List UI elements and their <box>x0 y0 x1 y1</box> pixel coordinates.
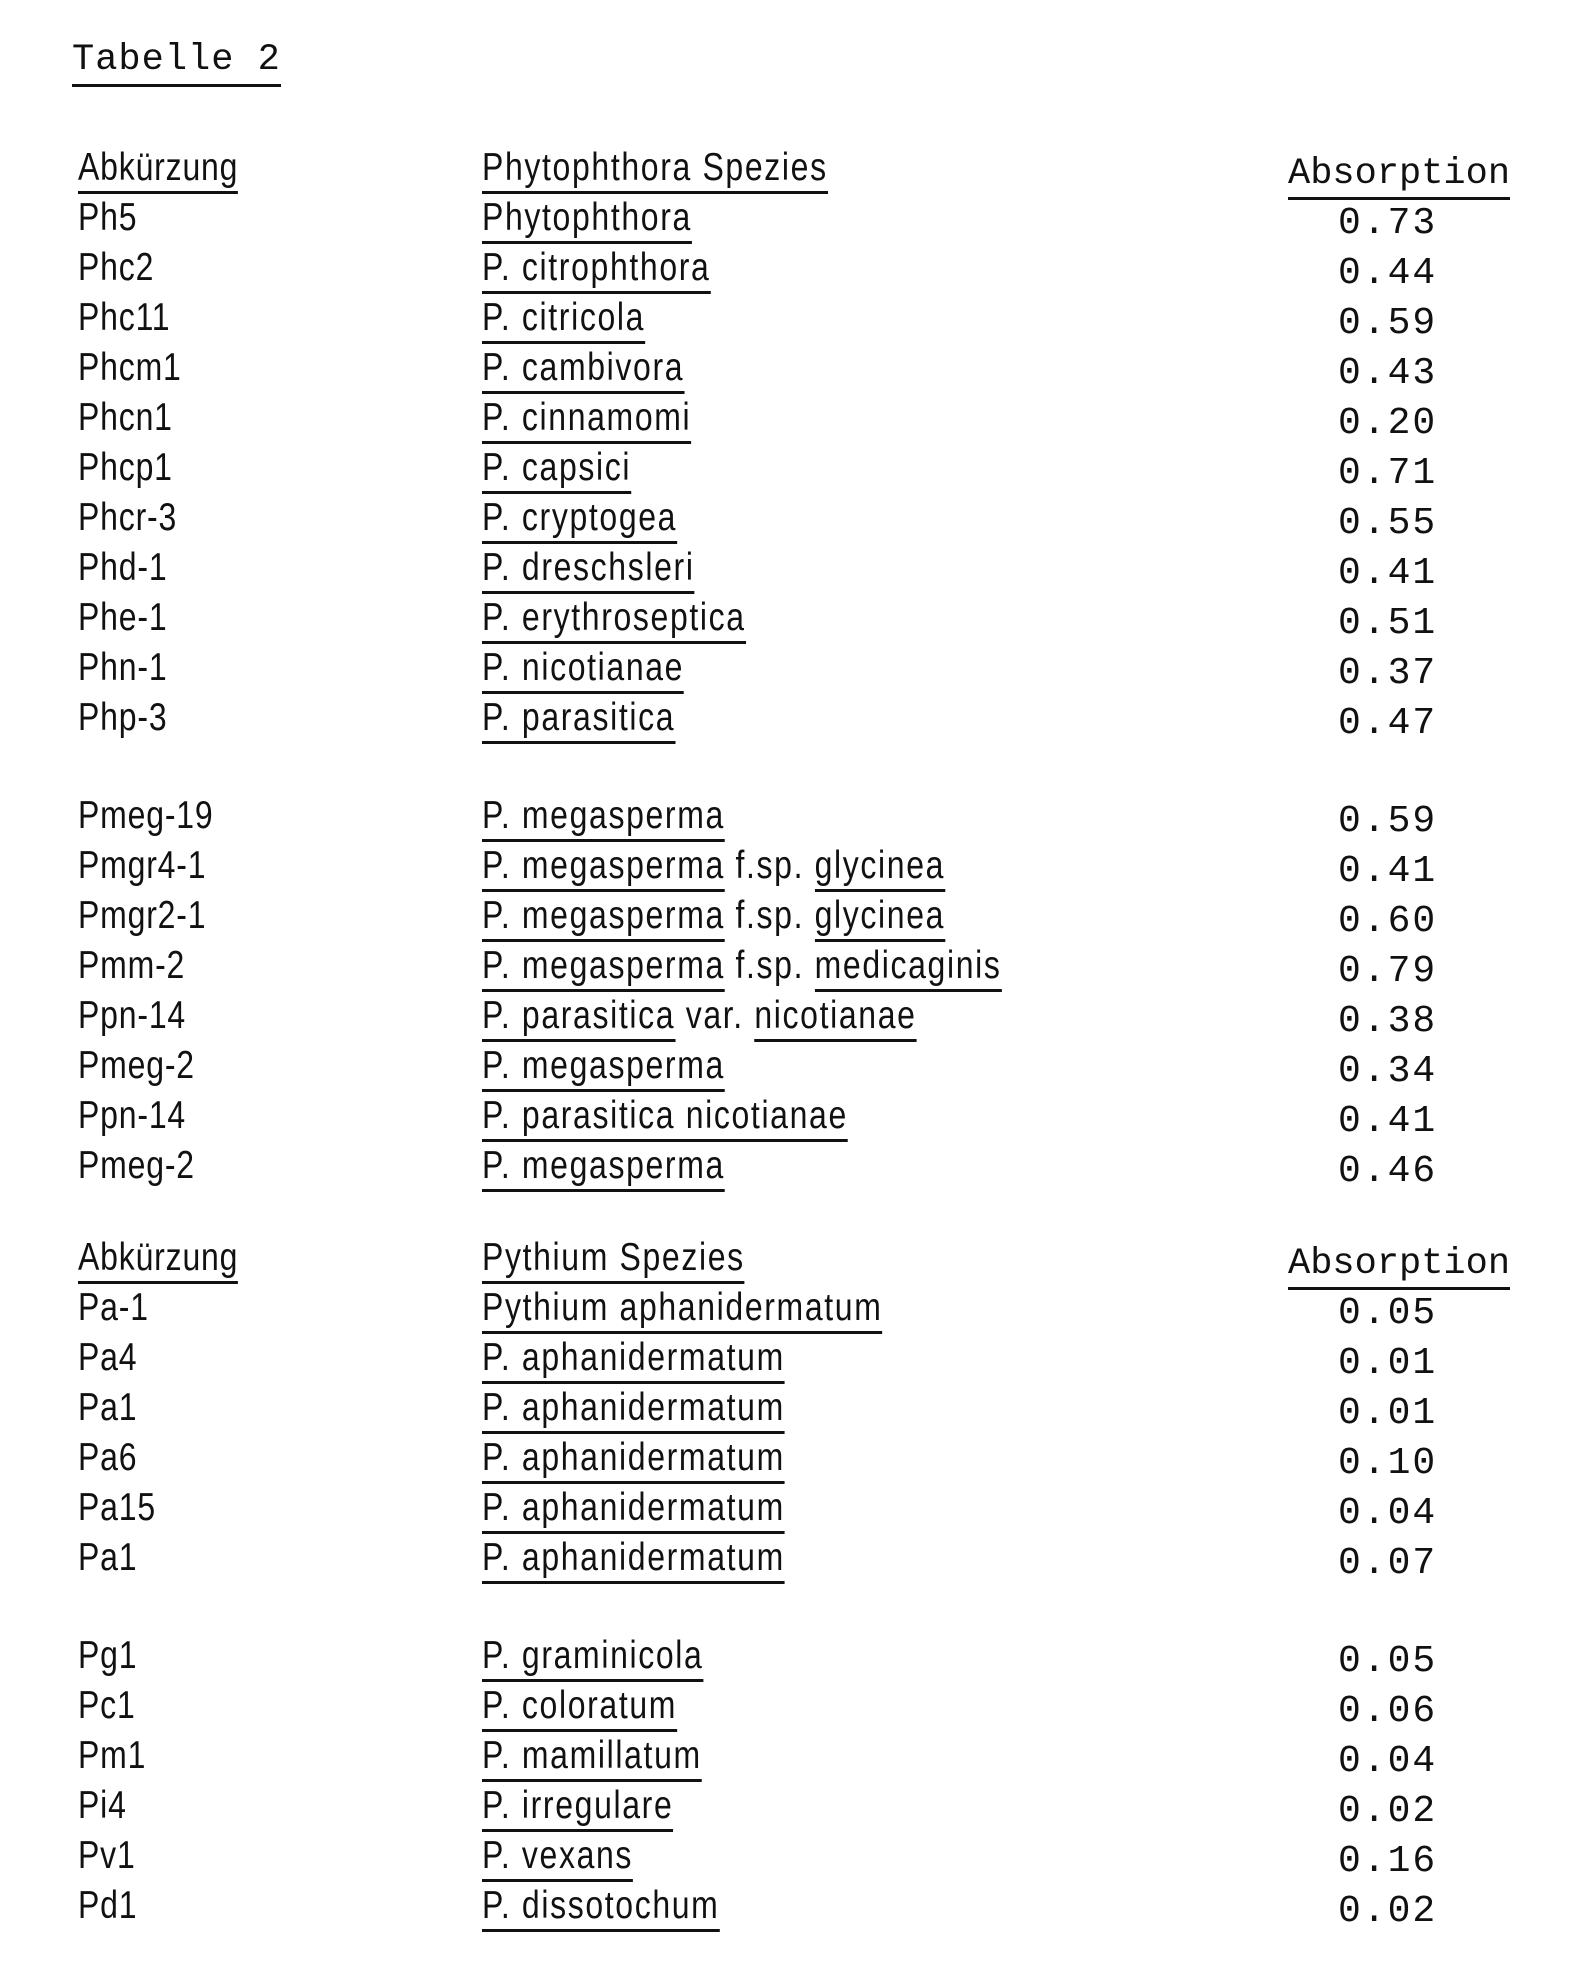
table-row <box>0 793 1575 843</box>
abbreviation-cell: Phc11 <box>78 296 171 339</box>
abbreviation-cell: Pa-1 <box>78 1286 149 1329</box>
table-row <box>0 1683 1575 1733</box>
species-name: P. megasperma <box>482 1144 725 1192</box>
species-name: P. irregulare <box>482 1784 673 1832</box>
species-name: P. nicotianae <box>482 646 684 694</box>
species-name: nicotianae <box>754 994 916 1042</box>
table-row <box>0 1335 1575 1385</box>
abbreviation-cell: Pmeg-19 <box>78 794 214 837</box>
abbreviation-cell: Ppn-14 <box>78 1094 187 1137</box>
species-cell <box>482 993 917 1039</box>
species-cell <box>482 1633 703 1679</box>
header-abbreviation <box>78 1235 238 1281</box>
table-header-row <box>0 145 1575 195</box>
abbreviation-cell: Pa1 <box>78 1536 138 1579</box>
species-name: Phytophthora <box>482 196 692 244</box>
species-cell <box>482 843 945 889</box>
species-name: P. citrophthora <box>482 246 710 294</box>
species-name: P. citricola <box>482 296 645 344</box>
absorption-cell: 0.51 <box>1338 602 1438 645</box>
abbreviation-cell: Phcp1 <box>78 446 173 489</box>
table-header-row <box>0 1235 1575 1285</box>
absorption-cell: 0.37 <box>1338 652 1438 695</box>
abbreviation-cell: Pa1 <box>78 1386 138 1429</box>
absorption-cell: 0.55 <box>1338 502 1438 545</box>
species-name: P. erythroseptica <box>482 596 746 644</box>
absorption-cell: 0.41 <box>1338 850 1438 893</box>
species-name: P. parasitica <box>482 994 675 1042</box>
species-cell <box>482 1043 725 1089</box>
absorption-cell: 0.44 <box>1338 252 1438 295</box>
species-qualifier: var. <box>675 994 755 1037</box>
absorption-cell: 0.16 <box>1338 1840 1438 1883</box>
table-row <box>0 695 1575 745</box>
abbreviation-cell: Phcm1 <box>78 346 182 389</box>
species-name: P. megasperma <box>482 894 725 942</box>
absorption-cell: 0.10 <box>1338 1442 1438 1485</box>
table-row <box>0 1435 1575 1485</box>
species-cell <box>482 345 684 391</box>
table-row <box>0 1535 1575 1585</box>
absorption-cell: 0.02 <box>1338 1790 1438 1833</box>
species-cell <box>482 1143 725 1189</box>
absorption-cell: 0.60 <box>1338 900 1438 943</box>
table-row <box>0 1733 1575 1783</box>
table-row <box>0 1783 1575 1833</box>
abbreviation-cell: Pmgr4-1 <box>78 844 207 887</box>
abbreviation-cell: Pa6 <box>78 1436 138 1479</box>
species-cell <box>482 645 684 691</box>
abbreviation-cell: Pm1 <box>78 1734 147 1777</box>
table-title: Tabelle 2 <box>72 40 281 87</box>
species-name: P. cryptogea <box>482 496 677 544</box>
table-row <box>0 1485 1575 1535</box>
absorption-cell: 0.04 <box>1338 1492 1438 1535</box>
table-row <box>0 893 1575 943</box>
species-name: P. cinnamomi <box>482 396 691 444</box>
abbreviation-cell: Ppn-14 <box>78 994 187 1037</box>
abbreviation-cell: Phcr-3 <box>78 496 178 539</box>
species-cell <box>482 245 710 291</box>
table-row <box>0 595 1575 645</box>
table-row <box>0 195 1575 245</box>
species-name: P. cambivora <box>482 346 684 394</box>
species-name: glycinea <box>815 844 945 892</box>
species-cell <box>482 1535 785 1581</box>
header-absorption: Absorption <box>1288 151 1510 200</box>
absorption-cell: 0.05 <box>1338 1292 1438 1335</box>
abbreviation-cell: Phcn1 <box>78 396 173 439</box>
absorption-cell: 0.20 <box>1338 402 1438 445</box>
table-row <box>0 445 1575 495</box>
absorption-cell: 0.05 <box>1338 1640 1438 1683</box>
abbreviation-cell: Pa15 <box>78 1486 156 1529</box>
species-cell <box>482 1435 785 1481</box>
table-row <box>0 843 1575 893</box>
table-row <box>0 1093 1575 1143</box>
absorption-cell: 0.59 <box>1338 302 1438 345</box>
abbreviation-cell: Pg1 <box>78 1634 138 1677</box>
abbreviation-cell: Ph5 <box>78 196 138 239</box>
table-row <box>0 1043 1575 1093</box>
table-row <box>0 295 1575 345</box>
absorption-cell: 0.79 <box>1338 950 1438 993</box>
species-name: P. megasperma <box>482 944 725 992</box>
species-name: P. coloratum <box>482 1684 677 1732</box>
absorption-cell: 0.34 <box>1338 1050 1438 1093</box>
species-qualifier: f.sp. <box>724 944 815 987</box>
species-name: P. dissotochum <box>482 1884 719 1932</box>
species-name: P. aphanidermatum <box>482 1386 785 1434</box>
absorption-cell: 0.07 <box>1338 1542 1438 1585</box>
absorption-cell: 0.01 <box>1338 1342 1438 1385</box>
absorption-cell: 0.02 <box>1338 1890 1438 1933</box>
table-row <box>0 495 1575 545</box>
absorption-cell: 0.73 <box>1338 202 1438 245</box>
species-name: P. aphanidermatum <box>482 1336 785 1384</box>
species-cell <box>482 695 675 741</box>
absorption-cell: 0.47 <box>1338 702 1438 745</box>
species-cell <box>482 1883 719 1929</box>
table-row <box>0 345 1575 395</box>
table-row <box>0 1833 1575 1883</box>
species-name: glycinea <box>815 894 945 942</box>
species-name: P. megasperma <box>482 794 725 842</box>
species-name: P. vexans <box>482 1834 633 1882</box>
species-cell <box>482 1285 882 1331</box>
absorption-cell: 0.06 <box>1338 1690 1438 1733</box>
species-name: P. aphanidermatum <box>482 1536 785 1584</box>
abbreviation-cell: Php-3 <box>78 696 168 739</box>
table-row <box>0 645 1575 695</box>
header-abbreviation-label: Abkürzung <box>78 1236 238 1284</box>
abbreviation-cell: Pmm-2 <box>78 944 186 987</box>
header-absorption: Absorption <box>1288 1241 1510 1290</box>
absorption-cell: 0.71 <box>1338 452 1438 495</box>
species-cell <box>482 545 695 591</box>
species-name: P. parasitica nicotianae <box>482 1094 848 1142</box>
abbreviation-cell: Pa4 <box>78 1336 138 1379</box>
species-name: P. aphanidermatum <box>482 1486 785 1534</box>
species-cell <box>482 1335 785 1381</box>
absorption-cell: 0.59 <box>1338 800 1438 843</box>
abbreviation-cell: Phn-1 <box>78 646 168 689</box>
table-row <box>0 395 1575 445</box>
abbreviation-cell: Pd1 <box>78 1884 138 1927</box>
species-name: P. megasperma <box>482 844 725 892</box>
species-name: medicaginis <box>815 944 1002 992</box>
abbreviation-cell: Pmeg-2 <box>78 1044 195 1087</box>
abbreviation-cell: Pv1 <box>78 1834 136 1877</box>
table-row <box>0 245 1575 295</box>
species-cell <box>482 1385 785 1431</box>
header-abbreviation-label: Abkürzung <box>78 146 238 194</box>
header-species-label: Pythium Spezies <box>482 1236 745 1284</box>
absorption-cell: 0.41 <box>1338 1100 1438 1143</box>
table-row <box>0 1883 1575 1933</box>
species-qualifier: f.sp. <box>724 844 815 887</box>
absorption-cell: 0.43 <box>1338 352 1438 395</box>
header-species <box>482 145 828 191</box>
absorption-cell: 0.38 <box>1338 1000 1438 1043</box>
absorption-cell: 0.46 <box>1338 1150 1438 1193</box>
table-row <box>0 545 1575 595</box>
species-name: P. megasperma <box>482 1044 725 1092</box>
species-name: P. aphanidermatum <box>482 1436 785 1484</box>
table-row <box>0 1385 1575 1435</box>
species-qualifier: f.sp. <box>724 894 815 937</box>
absorption-cell: 0.01 <box>1338 1392 1438 1435</box>
abbreviation-cell: Pmgr2-1 <box>78 894 207 937</box>
species-name: P. parasitica <box>482 696 675 744</box>
species-cell <box>482 1683 677 1729</box>
header-abbreviation <box>78 145 238 191</box>
species-name: P. mamillatum <box>482 1734 702 1782</box>
table-row <box>0 943 1575 993</box>
species-name: P. dreschsleri <box>482 546 695 594</box>
table-row <box>0 1143 1575 1193</box>
species-cell <box>482 1833 633 1879</box>
species-cell <box>482 1783 673 1829</box>
species-cell <box>482 1733 702 1779</box>
table-row <box>0 993 1575 1043</box>
abbreviation-cell: Phd-1 <box>78 546 168 589</box>
species-cell <box>482 195 692 241</box>
abbreviation-cell: Pmeg-2 <box>78 1144 195 1187</box>
abbreviation-cell: Pi4 <box>78 1784 127 1827</box>
species-name: P. graminicola <box>482 1634 703 1682</box>
species-cell <box>482 295 645 341</box>
species-cell <box>482 793 725 839</box>
species-cell <box>482 893 945 939</box>
species-cell <box>482 445 631 491</box>
species-cell <box>482 395 691 441</box>
abbreviation-cell: Pc1 <box>78 1684 136 1727</box>
header-species <box>482 1235 745 1281</box>
table-row <box>0 1285 1575 1335</box>
species-name: Pythium aphanidermatum <box>482 1286 882 1334</box>
header-species-label: Phytophthora Spezies <box>482 146 828 194</box>
species-cell <box>482 943 1002 989</box>
abbreviation-cell: Phe-1 <box>78 596 168 639</box>
species-cell <box>482 595 746 641</box>
absorption-cell: 0.04 <box>1338 1740 1438 1783</box>
absorption-cell: 0.41 <box>1338 552 1438 595</box>
species-cell <box>482 1093 848 1139</box>
species-name: P. capsici <box>482 446 631 494</box>
table-row <box>0 1633 1575 1683</box>
species-cell <box>482 495 677 541</box>
species-cell <box>482 1485 785 1531</box>
abbreviation-cell: Phc2 <box>78 246 155 289</box>
